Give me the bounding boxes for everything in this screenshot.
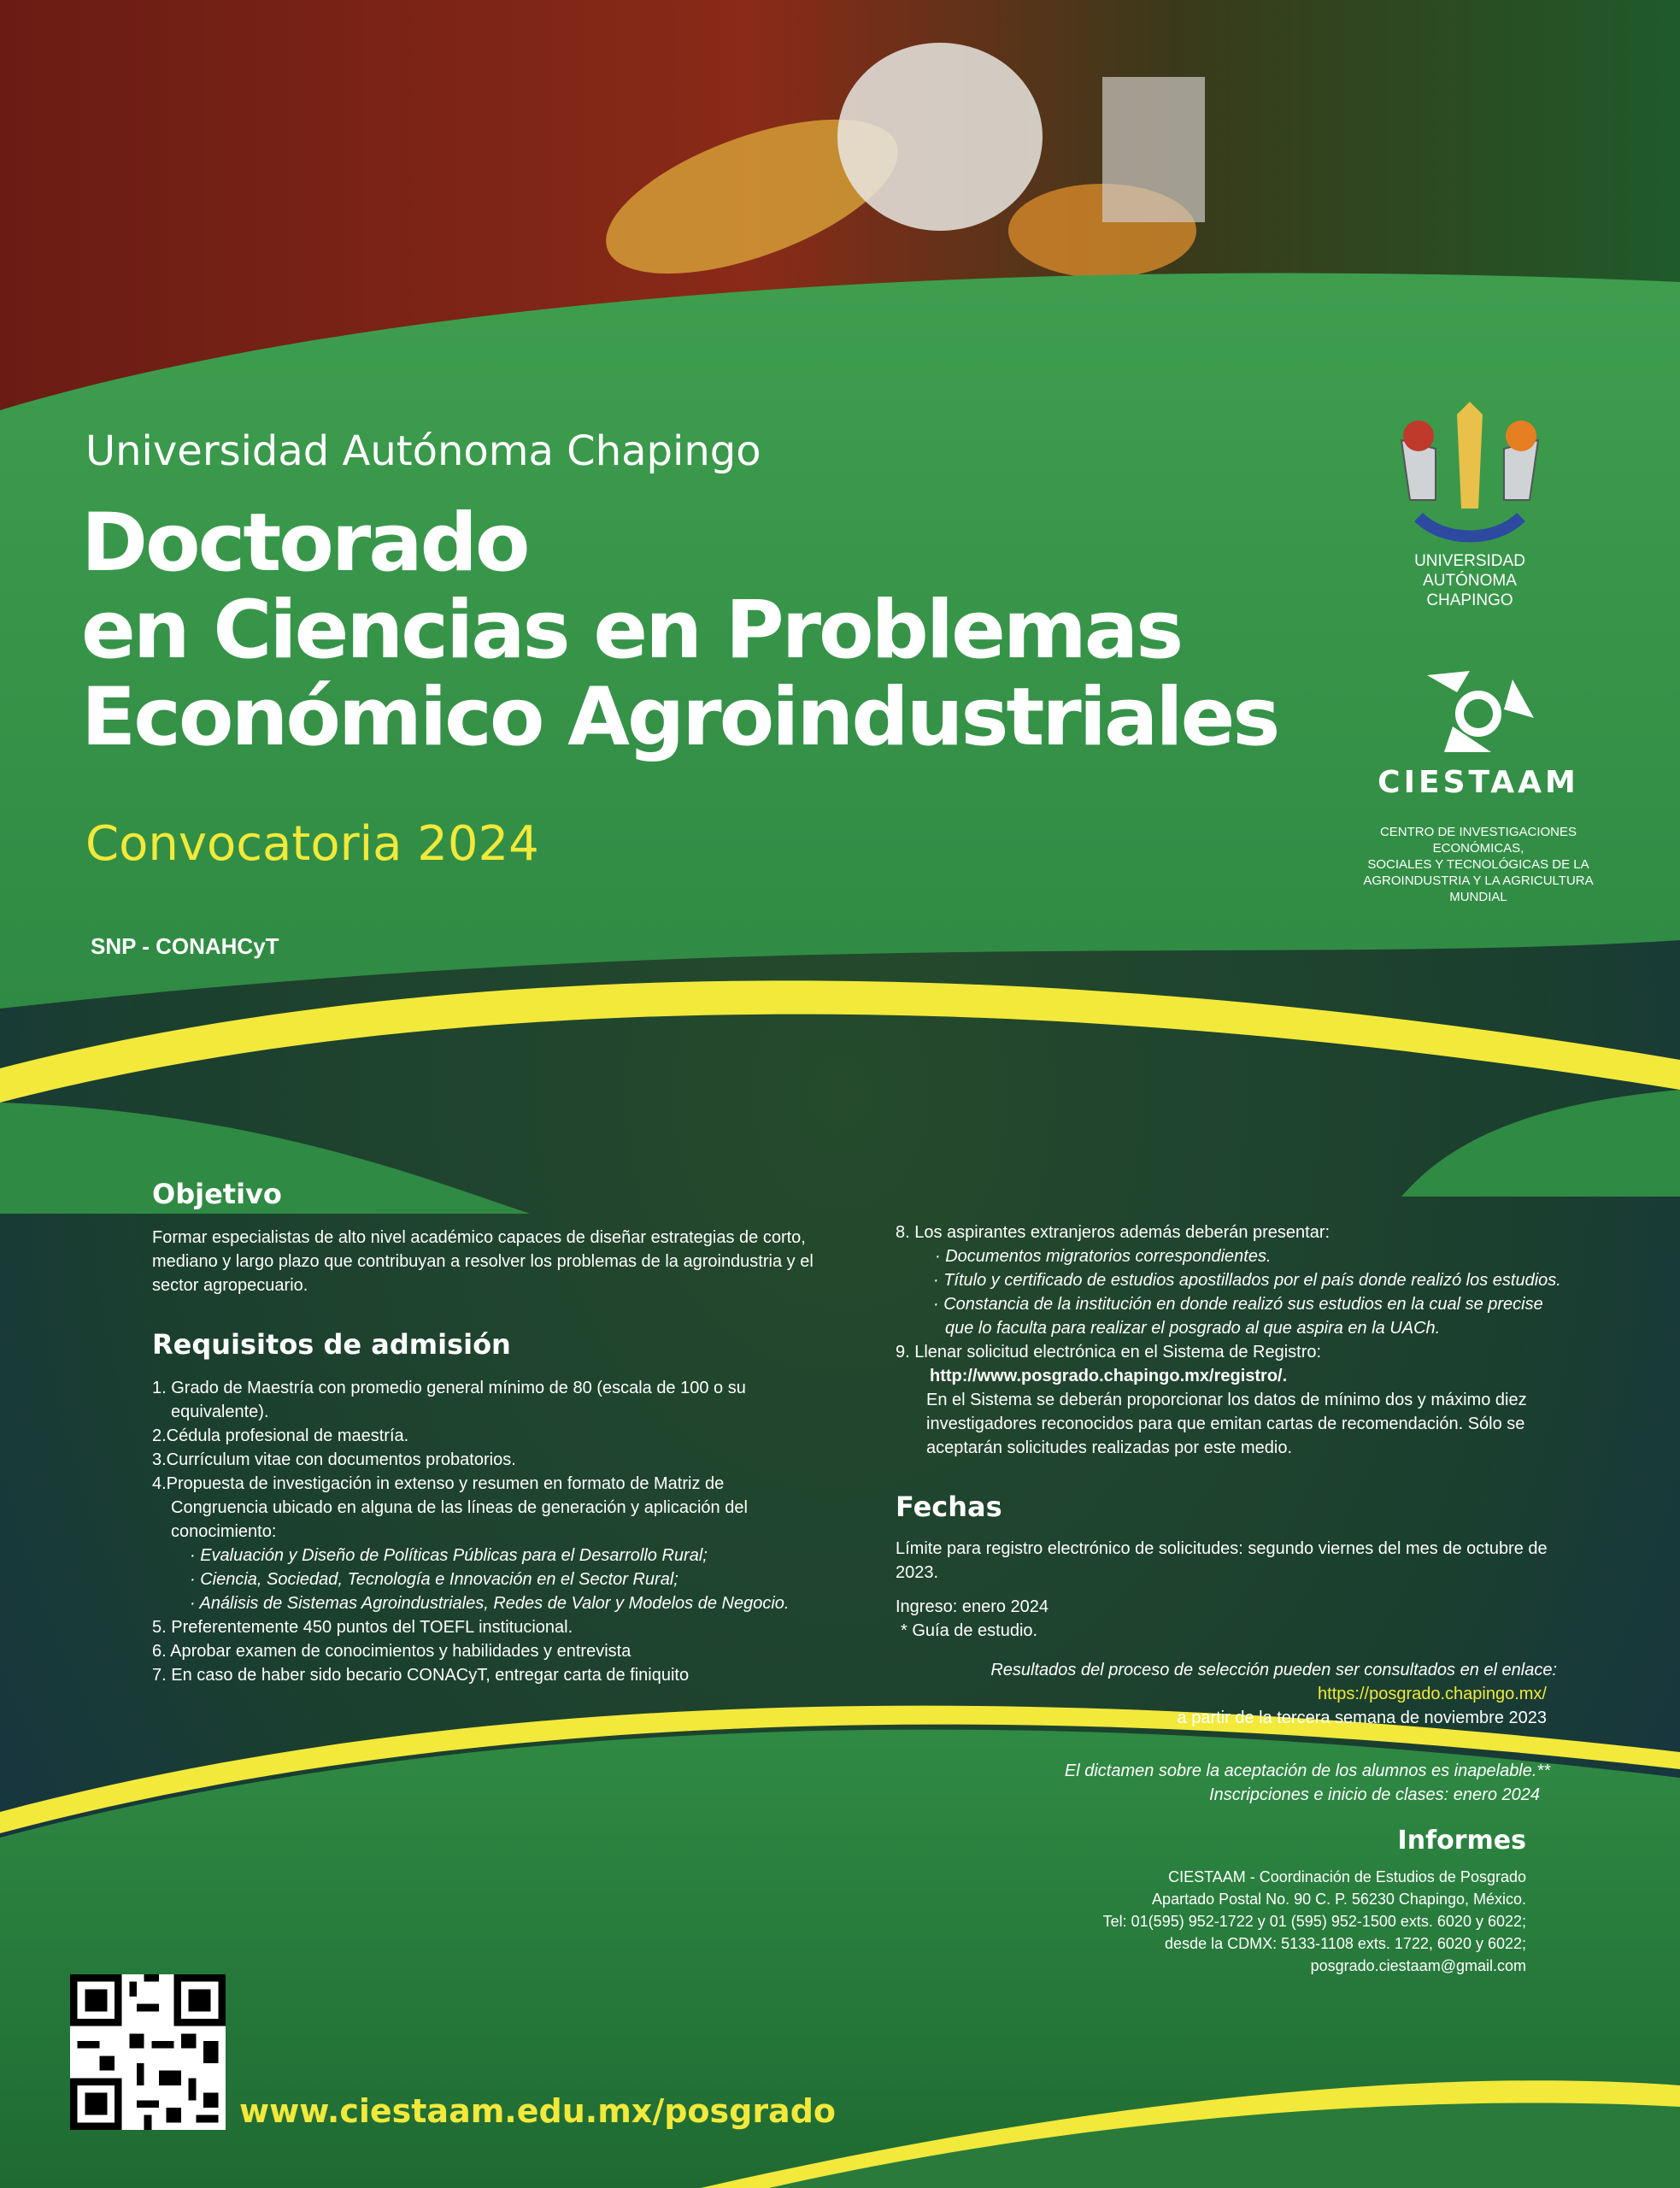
- informes-line: Tel: 01(595) 952-1722 y 01 (595) 952-1500 exts. 6020 y 6022;: [1102, 1913, 1526, 1930]
- list-item: 4.Propuesta de investigación in extenso y resumen en formato de Matriz de Congruencia ubicado en alguna de las líneas de generación y aplicación del conocimiento:: [152, 1474, 748, 1541]
- requisitos-list-cont: [896, 1220, 1571, 1364]
- uach-caption-2: CHAPINGO: [1426, 591, 1513, 609]
- fechas-limite: Límite para registro electrónico de solicitudes: segundo viernes del mes de octubre de 2023.: [896, 1539, 1548, 1582]
- title-line-3: Económico Agroindustriales: [81, 671, 1278, 764]
- fechas-heading: Fechas: [896, 1491, 1002, 1523]
- list-subitem: · Título y certificado de estudios apostillados por el país donde realizó los estudios.: [933, 1271, 1561, 1290]
- list-subitem: · Análisis de Sistemas Agroindustriales, Redes de Valor y Modelos de Negocio.: [190, 1594, 790, 1613]
- informes-block: [896, 1866, 1571, 1977]
- objetivo-text: Formar especialistas de alto nivel académico capaces de diseñar estrategias de corto, mediano y largo plazo que contribuyan a resolver los problemas de la agroindustria y el sector agropecuario.: [152, 1228, 814, 1295]
- informes-line: CIESTAAM - Coordinación de Estudios de Posgrado: [1168, 1868, 1526, 1885]
- list-item: 5. Preferentemente 450 puntos del TOEFL institucional.: [152, 1618, 573, 1637]
- uach-seal-icon: [1384, 397, 1555, 547]
- informes-email[interactable]: posgrado.ciestaam@gmail.com: [1310, 1957, 1526, 1974]
- program-tag: SNP - CONAHCyT: [91, 933, 279, 959]
- program-title: [81, 497, 1278, 764]
- website-link[interactable]: www.ciestaam.edu.mx/posgrado: [239, 2092, 837, 2130]
- convocatoria-label: Convocatoria 2024: [85, 816, 539, 872]
- list-subitem: · Constancia de la institución en donde realizó sus estudios en la cual se precise que lo faculta para realizar el posgrado al que aspira en la UACh.: [933, 1295, 1543, 1338]
- fechas-guia: * Guía de estudio.: [901, 1621, 1038, 1640]
- ciestaam-caption-2: SOCIALES Y TECNOLÓGICAS DE LA: [1367, 857, 1589, 872]
- list-subitem: · Ciencia, Sociedad, Tecnología e Innovación en el Sector Rural;: [190, 1570, 678, 1589]
- uach-logo: [1384, 397, 1555, 610]
- title-line-2: en Ciencias en Problemas: [81, 584, 1182, 677]
- title-line-1: Doctorado: [81, 497, 528, 590]
- informes-line: Apartado Postal No. 90 C. P. 56230 Chapingo, México.: [1152, 1891, 1526, 1908]
- list-subitem: · Evaluación y Diseño de Políticas Públicas para el Desarrollo Rural;: [190, 1546, 708, 1565]
- fechas-ingreso: Ingreso: enero 2024: [896, 1597, 1049, 1616]
- requisitos-heading: Requisitos de admisión: [152, 1328, 511, 1361]
- ciestaam-logo: [1342, 658, 1615, 905]
- list-item: 8. Los aspirantes extranjeros además deberán presentar:: [896, 1223, 1330, 1242]
- uach-caption-1: UNIVERSIDAD AUTÓNOMA: [1414, 552, 1525, 590]
- list-subitem: · Documentos migratorios correspondientes.: [935, 1247, 1272, 1266]
- ciestaam-wordmark: CIESTAAM: [1377, 765, 1579, 800]
- resultados-text: Resultados del proceso de selección pueden ser consultados en el enlace:: [990, 1661, 1557, 1679]
- resultados-when: a partir de la tercera semana de noviembre 2023: [1177, 1709, 1547, 1727]
- right-column: [896, 1220, 1571, 1977]
- objetivo-heading: Objetivo: [152, 1178, 282, 1210]
- list-item: 9. Llenar solicitud electrónica en el Sistema de Registro:: [896, 1343, 1322, 1362]
- requisitos-list: [152, 1376, 820, 1687]
- dictamen-text: El dictamen sobre la aceptación de los alumnos es inapelable.**: [1064, 1762, 1550, 1780]
- registro-text: En el Sistema se deberán proporcionar los datos de mínimo dos y máximo diez investigadores reconocidos para que emitan cartas de recomendación. Sólo se aceptarán solicitudes realizadas por este medio.: [926, 1391, 1527, 1457]
- university-name: Universidad Autónoma Chapingo: [85, 427, 761, 475]
- list-item: 6. Aprobar examen de conocimientos y habilidades y entrevista: [152, 1642, 631, 1661]
- qr-code-icon: [70, 1974, 226, 2130]
- list-item: 2.Cédula profesional de maestría.: [152, 1426, 409, 1445]
- inscripciones-text: Inscripciones e inicio de clases: enero 2024: [1209, 1785, 1540, 1804]
- left-column: [152, 1178, 820, 1687]
- ciestaam-emblem-icon: [1410, 658, 1547, 769]
- resultados-link[interactable]: https://posgrado.chapingo.mx/: [1318, 1685, 1547, 1703]
- registro-link[interactable]: http://www.posgrado.chapingo.mx/registro/.: [930, 1367, 1288, 1385]
- ciestaam-caption-3: AGROINDUSTRIA Y LA AGRICULTURA MUNDIAL: [1363, 873, 1594, 904]
- ciestaam-caption-1: CENTRO DE INVESTIGACIONES ECONÓMICAS,: [1379, 825, 1577, 856]
- qr-pattern: [70, 1974, 226, 2130]
- informes-line: desde la CDMX: 5133-1108 exts. 1722, 6020 y 6022;: [1165, 1935, 1526, 1952]
- list-item: 1. Grado de Maestría con promedio general mínimo de 80 (escala de 100 o su equivalente).: [152, 1379, 746, 1421]
- informes-heading: Informes: [1397, 1826, 1526, 1856]
- list-item: 7. En caso de haber sido becario CONACyT, entregar carta de finiquito: [152, 1666, 690, 1685]
- list-item: 3.Currículum vitae con documentos probatorios.: [152, 1450, 516, 1469]
